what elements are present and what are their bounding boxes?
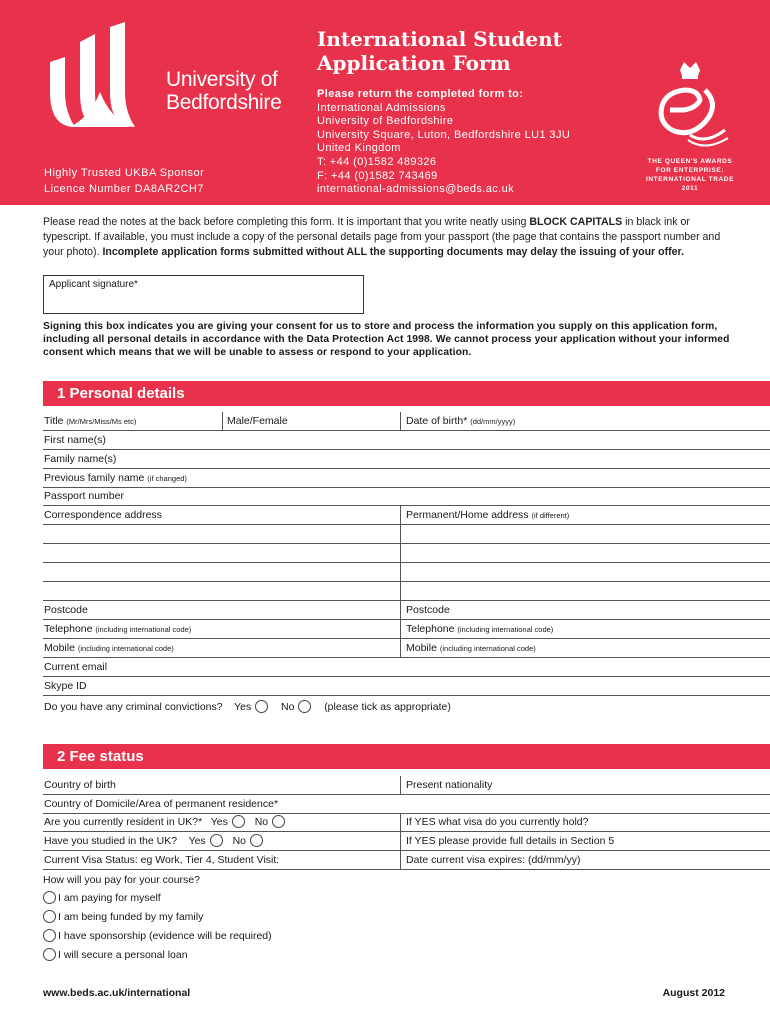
queens-award-emblem-icon	[650, 60, 730, 150]
visa-held-field[interactable]: If YES what visa do you currently hold?	[406, 816, 589, 828]
telephone-row[interactable]: Telephone (including international code) Telephone (including international code)	[43, 620, 770, 639]
pay-sponsorship-checkbox[interactable]	[43, 929, 56, 942]
signature-box[interactable]	[43, 275, 364, 314]
resident-yes-checkbox[interactable]	[232, 815, 245, 828]
family-names-row[interactable]: Family name(s)	[43, 450, 770, 469]
passport-number-row[interactable]: Passport number	[43, 487, 770, 506]
dob-field[interactable]: Date of birth* (dd/mm/yyyy)	[406, 415, 516, 427]
pay-option-loan[interactable]: I will secure a personal loan	[43, 946, 188, 964]
pay-question: How will you pay for your course?	[43, 874, 200, 886]
previous-family-name-row[interactable]: Previous family name (if changed)	[43, 469, 770, 488]
sponsor-licence: Highly Trusted UKBA Sponsor Licence Number DA8AR2CH7	[44, 167, 205, 195]
address-header-row	[43, 506, 770, 525]
studied-yes-checkbox[interactable]	[210, 834, 223, 847]
header-banner	[0, 0, 770, 205]
section-personal-details-header: 1 Personal details	[43, 381, 770, 406]
title-row	[43, 412, 770, 431]
resident-no-checkbox[interactable]	[272, 815, 285, 828]
pay-loan-checkbox[interactable]	[43, 948, 56, 961]
address-line-3[interactable]	[43, 563, 770, 582]
footer-date: August 2012	[662, 987, 725, 999]
postcode-row[interactable]: Postcode Postcode	[43, 601, 770, 620]
return-address: Please return the completed form to: International Admissions University of Bedfordshire University Square, Luton, Bedfordshire LU1 3JU United Kingdom T: +44 (0)1582 489326 F: +44 (0)1582 743469 international-admissions@beds.ac.uk	[317, 88, 571, 196]
address-line-4[interactable]	[43, 582, 770, 601]
resident-row: Are you currently resident in UK?* Yes No If YES what visa do you currently hold?	[43, 813, 770, 832]
country-birth-row[interactable]: Country of birth Present nationality	[43, 776, 770, 795]
convictions-yes-checkbox[interactable]	[255, 700, 268, 713]
skype-row[interactable]: Skype ID	[43, 677, 770, 696]
correspondence-address-label: Correspondence address	[44, 509, 162, 521]
gender-field[interactable]: Male/Female	[227, 415, 288, 427]
form-title: International Student Application Form	[317, 27, 562, 75]
email-row[interactable]: Current email	[43, 658, 770, 677]
university-name: University of Bedfordshire	[166, 68, 282, 114]
pay-family-checkbox[interactable]	[43, 910, 56, 923]
footer-url[interactable]: www.beds.ac.uk/international	[43, 987, 191, 999]
domicile-row[interactable]: Country of Domicile/Area of permanent residence*	[43, 795, 770, 814]
studied-details-field[interactable]: If YES please provide full details in Section 5	[406, 835, 615, 847]
visa-status-row[interactable]: Current Visa Status: eg Work, Tier 4, Student Visit: Date current visa expires: (dd/mm/yy)	[43, 851, 770, 870]
signature-label: Applicant signature*	[49, 279, 138, 290]
pay-option-self[interactable]: I am paying for myself	[43, 889, 161, 907]
section-fee-status-header: 2 Fee status	[43, 744, 770, 769]
mobile-row[interactable]: Mobile (including international code) Mobile (including international code)	[43, 639, 770, 658]
permanent-address-label: Permanent/Home address (if different)	[406, 509, 570, 521]
first-names-row[interactable]: First name(s)	[43, 431, 770, 450]
instructions: Please read the notes at the back before completing this form. It is important that you write neatly using BLOCK CAPITALS in black ink or typescript. If available, you must include a copy of the personal details page from your passport (the page that contains the passport number and your photo). Incomplete application forms submitted without ALL the supporting documents may delay the issuing of your offer.	[43, 216, 721, 258]
studied-no-checkbox[interactable]	[250, 834, 263, 847]
title-field[interactable]: Title (Mr/Mrs/Miss/Ms etc)	[44, 415, 137, 427]
pay-option-sponsorship[interactable]: I have sponsorship (evidence will be required)	[43, 927, 272, 945]
queens-award: THE QUEEN'S AWARDS FOR ENTERPRISE: INTERNATIONAL TRADE 2011	[640, 60, 740, 200]
consent-text: Signing this box indicates you are giving your consent for us to store and process the information you supply on this application form, including all personal details in accordance with the Data Protection Act 1998. We cannot process your application without your informed consent which means that we will be unable to assess or respond to your application.	[43, 321, 730, 358]
convictions-row: Do you have any criminal convictions? Yes No (please tick as appropriate)	[44, 701, 451, 713]
university-logo-icon	[40, 22, 150, 132]
convictions-no-checkbox[interactable]	[298, 700, 311, 713]
address-line-1[interactable]	[43, 525, 770, 544]
studied-row: Have you studied in the UK? Yes No If YES please provide full details in Section 5	[43, 832, 770, 851]
address-line-2[interactable]	[43, 544, 770, 563]
pay-option-family[interactable]: I am being funded by my family	[43, 908, 203, 926]
pay-self-checkbox[interactable]	[43, 891, 56, 904]
